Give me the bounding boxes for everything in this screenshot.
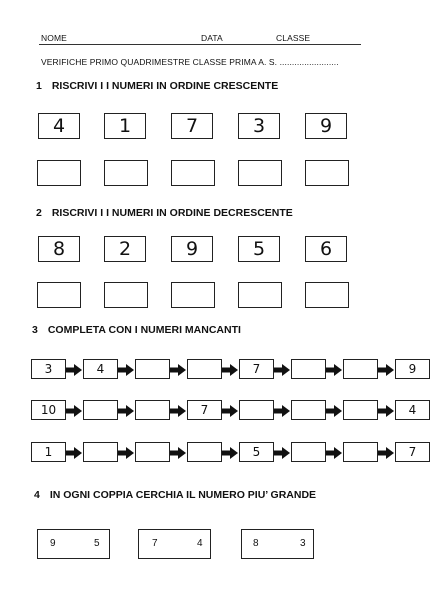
arrow-right-icon: [326, 404, 342, 416]
sequence-number-box: 9: [395, 359, 430, 379]
exercise-4-title: 4 IN OGNI COPPIA CERCHIA IL NUMERO PIU’ GRANDE: [34, 489, 317, 501]
pair-number-right[interactable]: 3: [300, 538, 306, 549]
missing-number-box[interactable]: [291, 442, 326, 462]
missing-number-box[interactable]: [83, 442, 118, 462]
arrow-right-icon: [66, 446, 82, 458]
arrow-right-icon: [222, 446, 238, 458]
number-box: 5: [238, 236, 280, 262]
name-label: NOME: [41, 33, 67, 43]
missing-number-box[interactable]: [343, 442, 378, 462]
missing-number-box[interactable]: [135, 359, 170, 379]
number-box: 6: [305, 236, 347, 262]
sequence-number-box: 7: [187, 400, 222, 420]
missing-number-box[interactable]: [187, 359, 222, 379]
answer-box[interactable]: [238, 160, 282, 186]
arrow-right-icon: [170, 363, 186, 375]
header-underline: [39, 44, 361, 45]
answer-box[interactable]: [37, 160, 81, 186]
missing-number-box[interactable]: [135, 400, 170, 420]
arrow-right-icon: [378, 446, 394, 458]
pair-number-right[interactable]: 4: [197, 538, 203, 549]
number-pair: [37, 529, 110, 559]
number-box: 4: [38, 113, 80, 139]
answer-box[interactable]: [104, 160, 148, 186]
pair-number-right[interactable]: 5: [94, 538, 100, 549]
sequence-number-box: 1: [31, 442, 66, 462]
arrow-right-icon: [326, 363, 342, 375]
sequence-number-box: 10: [31, 400, 66, 420]
arrow-right-icon: [378, 363, 394, 375]
missing-number-box[interactable]: [135, 442, 170, 462]
sequence-number-box: 4: [83, 359, 118, 379]
arrow-right-icon: [274, 404, 290, 416]
sequence-number-box: 7: [239, 359, 274, 379]
number-box: 7: [171, 113, 213, 139]
sequence-number-box: 4: [395, 400, 430, 420]
exercise-3-title: 3 COMPLETA CON I NUMERI MANCANTI: [32, 324, 241, 336]
sequence-row: [31, 359, 417, 379]
arrow-right-icon: [326, 446, 342, 458]
arrow-right-icon: [66, 363, 82, 375]
arrow-right-icon: [66, 404, 82, 416]
arrow-right-icon: [170, 446, 186, 458]
number-box: 9: [171, 236, 213, 262]
sequence-number-box: 7: [395, 442, 430, 462]
number-box: 1: [104, 113, 146, 139]
answer-box[interactable]: [305, 282, 349, 308]
answer-box[interactable]: [104, 282, 148, 308]
missing-number-box[interactable]: [291, 400, 326, 420]
missing-number-box[interactable]: [343, 400, 378, 420]
arrow-right-icon: [274, 446, 290, 458]
missing-number-box[interactable]: [239, 400, 274, 420]
missing-number-box[interactable]: [291, 359, 326, 379]
arrow-right-icon: [378, 404, 394, 416]
arrow-right-icon: [118, 404, 134, 416]
arrow-right-icon: [170, 404, 186, 416]
date-label: DATA: [201, 33, 223, 43]
arrow-right-icon: [274, 363, 290, 375]
pair-number-left[interactable]: 7: [152, 538, 158, 549]
exercise-2-title: 2 RISCRIVI I I NUMERI IN ORDINE DECRESCENTE: [36, 207, 293, 219]
sequence-number-box: 3: [31, 359, 66, 379]
missing-number-box[interactable]: [187, 442, 222, 462]
answer-box[interactable]: [37, 282, 81, 308]
arrow-right-icon: [118, 363, 134, 375]
arrow-right-icon: [118, 446, 134, 458]
number-box: 2: [104, 236, 146, 262]
arrow-right-icon: [222, 404, 238, 416]
number-box: 9: [305, 113, 347, 139]
pair-number-left[interactable]: 8: [253, 538, 259, 549]
missing-number-box[interactable]: [343, 359, 378, 379]
number-box: 3: [238, 113, 280, 139]
worksheet-subtitle: VERIFICHE PRIMO QUADRIMESTRE CLASSE PRIMA A. S. ........................: [41, 57, 339, 67]
answer-box[interactable]: [171, 282, 215, 308]
number-pair: [241, 529, 314, 559]
answer-box[interactable]: [171, 160, 215, 186]
number-box: 8: [38, 236, 80, 262]
sequence-row: [31, 442, 417, 462]
missing-number-box[interactable]: [83, 400, 118, 420]
answer-box[interactable]: [238, 282, 282, 308]
exercise-1-title: 1 RISCRIVI I I NUMERI IN ORDINE CRESCENTE: [36, 80, 279, 92]
sequence-number-box: 5: [239, 442, 274, 462]
pair-number-left[interactable]: 9: [50, 538, 56, 549]
number-pair: [138, 529, 211, 559]
arrow-right-icon: [222, 363, 238, 375]
sequence-row: [31, 400, 417, 420]
answer-box[interactable]: [305, 160, 349, 186]
class-label: CLASSE: [276, 33, 311, 43]
